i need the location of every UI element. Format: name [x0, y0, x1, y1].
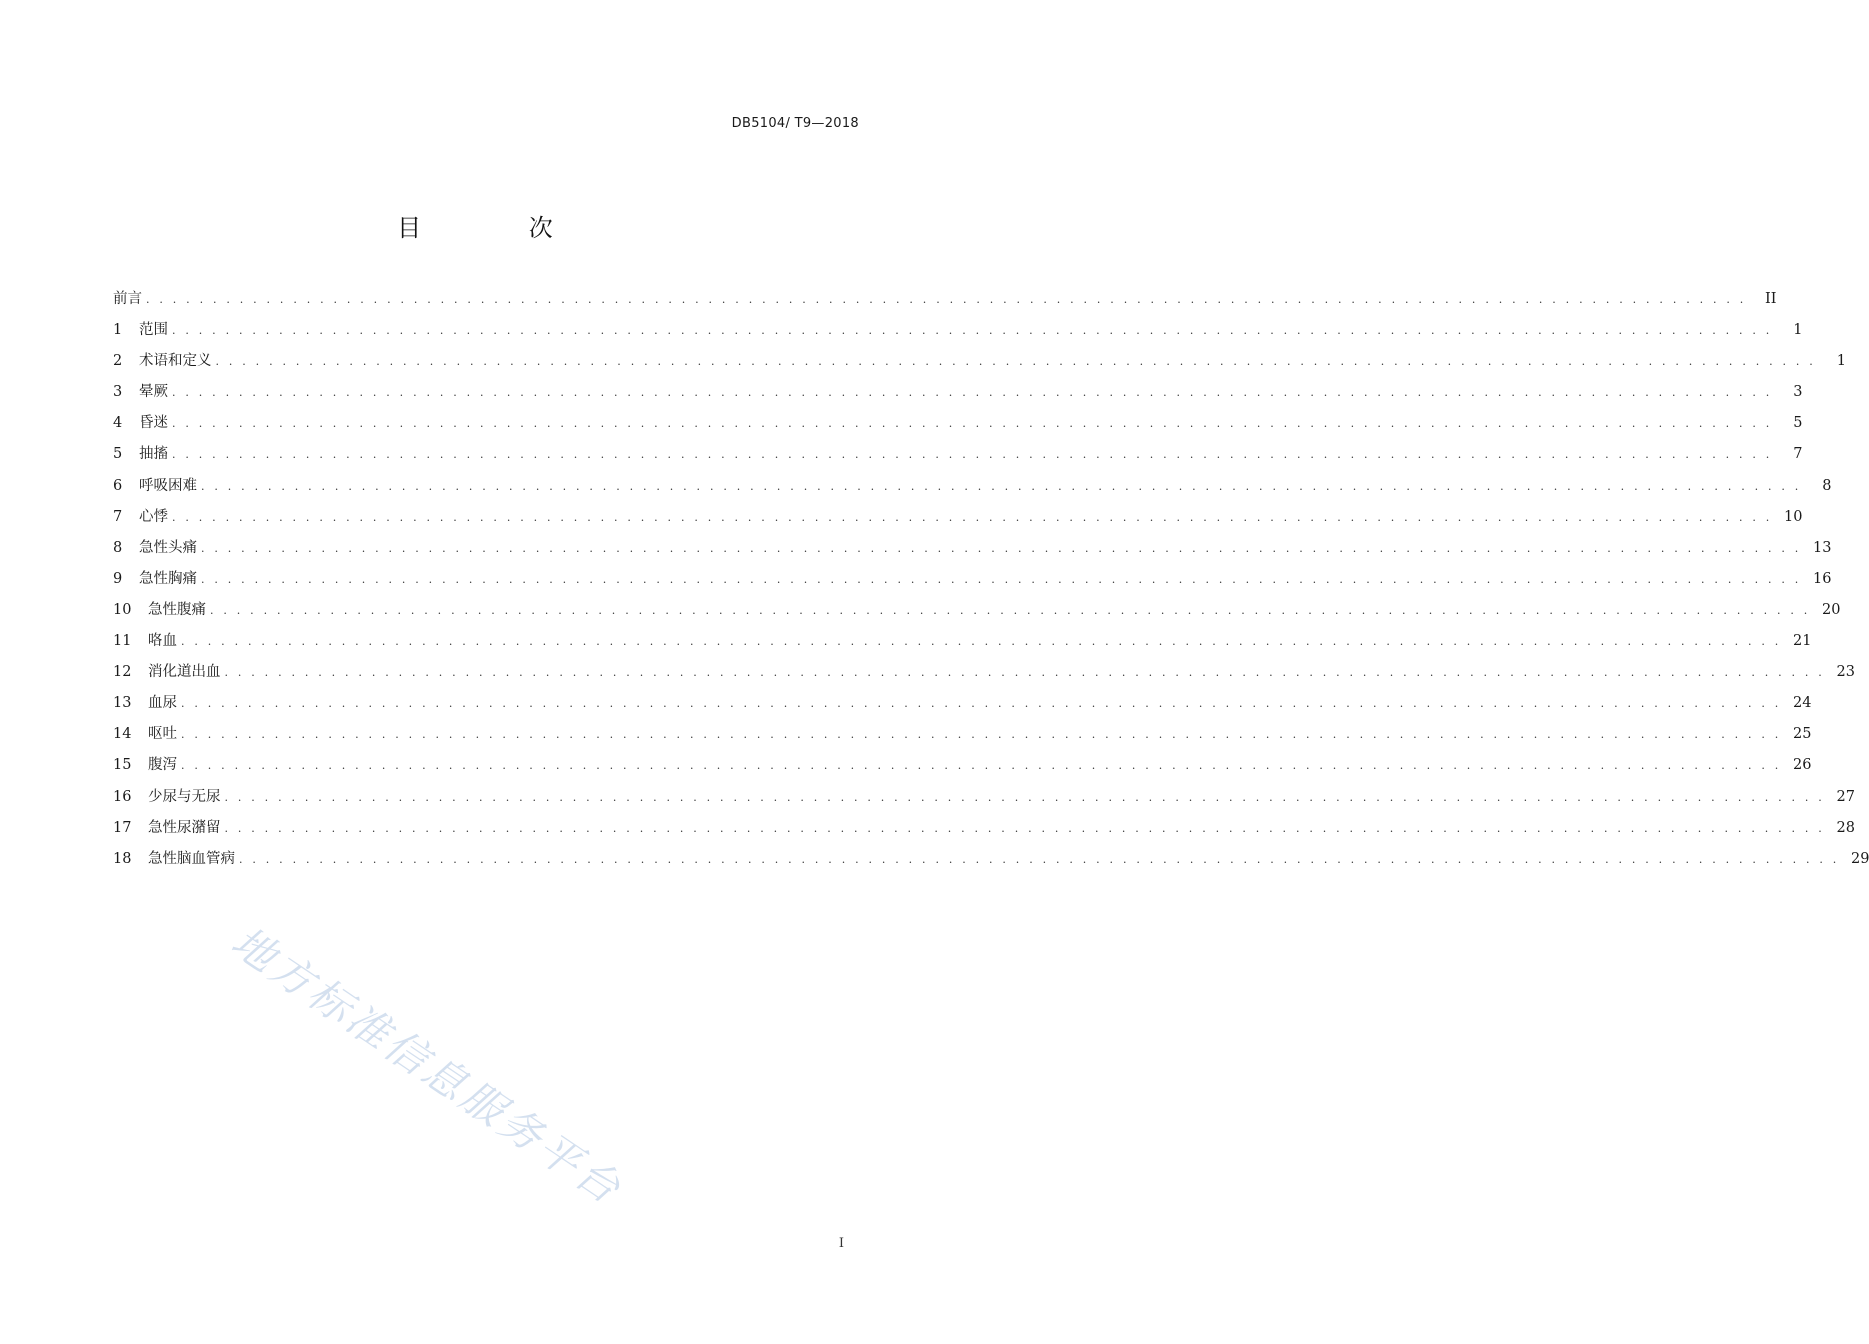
toc-entry-title: 抽搐: [139, 446, 168, 463]
toc-leader-dots: . . . . . . . . . . . . . . . . . . . . . . . . . . . . . . . . . . . . . . . . . . . . . . . . . . . . . . . . . . . . . . . . . . . . . . . . . . . . . . . . . . . . . . . . . . . . . . . . . . . . . . . . . . . . . . . . . . . . . . . .: [210, 603, 1811, 617]
toc-leader-dots: . . . . . . . . . . . . . . . . . . . . . . . . . . . . . . . . . . . . . . . . . . . . . . . . . . . . . . . . . . . . . . . . . . . . . . . . . . . . . . . . . . . . . . . . . . . . . . . . . . . . . . . . . . . . . . . . . . . . . . . .: [172, 417, 1773, 431]
toc-entry-number: 11: [113, 633, 132, 650]
toc-entry-title: 急性腹痛: [148, 601, 206, 618]
toc-entry[interactable]: [113, 785, 1855, 816]
toc-entry-page: 5: [1793, 415, 1803, 432]
toc-entry-title: 急性头痛: [139, 539, 197, 556]
toc-entry-page: 16: [1813, 570, 1832, 587]
toc-entry-page: II: [1765, 291, 1777, 307]
toc-leader-dots: . . . . . . . . . . . . . . . . . . . . . . . . . . . . . . . . . . . . . . . . . . . . . . . . . . . . . . . . . . . . . . . . . . . . . . . . . . . . . . . . . . . . . . . . . . . . . . . . . . . . . . . . . . . . . . . . . . . . . . . .: [172, 386, 1773, 400]
toc-entry-page: 20: [1822, 601, 1841, 618]
toc-entry-number: 18: [113, 850, 132, 867]
toc-entry-page: 28: [1836, 819, 1855, 836]
toc-entry-page: 24: [1793, 695, 1812, 712]
page-title: 目 次: [397, 214, 603, 242]
toc-entry[interactable]: [113, 722, 1812, 753]
toc-entry[interactable]: [113, 442, 1803, 473]
toc-entry[interactable]: [113, 629, 1812, 660]
toc-entry-page: 23: [1836, 664, 1855, 681]
toc-entry-title: 血尿: [148, 695, 177, 712]
toc-entry-title: 急性脑血管病: [148, 850, 235, 867]
toc-entry-title: 腹泻: [148, 757, 177, 774]
table-of-contents: [113, 287, 1869, 878]
toc-entry[interactable]: [113, 567, 1832, 598]
toc-entry-title: 范围: [139, 322, 168, 339]
toc-entry[interactable]: [113, 287, 1777, 318]
toc-entry-title: 心悸: [139, 508, 168, 525]
toc-entry-title: 前言: [113, 291, 142, 307]
toc-entry-number: 5: [113, 446, 123, 463]
toc-leader-dots: . . . . . . . . . . . . . . . . . . . . . . . . . . . . . . . . . . . . . . . . . . . . . . . . . . . . . . . . . . . . . . . . . . . . . . . . . . . . . . . . . . . . . . . . . . . . . . . . . . . . . . . . . . . . . . . . . . . . . . . .: [181, 697, 1782, 711]
toc-entry-number: 3: [113, 384, 123, 401]
toc-entry-page: 25: [1793, 726, 1812, 743]
toc-entry-title: 术语和定义: [139, 353, 212, 370]
toc-entry[interactable]: [113, 598, 1841, 629]
toc-entry-number: 7: [113, 508, 123, 525]
toc-leader-dots: . . . . . . . . . . . . . . . . . . . . . . . . . . . . . . . . . . . . . . . . . . . . . . . . . . . . . . . . . . . . . . . . . . . . . . . . . . . . . . . . . . . . . . . . . . . . . . . . . . . . . . . . . . . . . . . . . . . . . . . .: [201, 572, 1802, 586]
toc-entry-number: 14: [113, 726, 132, 743]
toc-entry-number: 2: [113, 353, 123, 370]
toc-leader-dots: . . . . . . . . . . . . . . . . . . . . . . . . . . . . . . . . . . . . . . . . . . . . . . . . . . . . . . . . . . . . . . . . . . . . . . . . . . . . . . . . . . . . . . . . . . . . . . . . . . . . . . . . . . . . . . . . . . . . . . . .: [215, 355, 1816, 369]
toc-entry[interactable]: [113, 536, 1832, 567]
toc-leader-dots: . . . . . . . . . . . . . . . . . . . . . . . . . . . . . . . . . . . . . . . . . . . . . . . . . . . . . . . . . . . . . . . . . . . . . . . . . . . . . . . . . . . . . . . . . . . . . . . . . . . . . . . . . . . . . . . . . . . . . . . .: [224, 666, 1825, 680]
toc-entry[interactable]: [113, 660, 1855, 691]
toc-entry-number: 17: [113, 819, 132, 836]
toc-leader-dots: . . . . . . . . . . . . . . . . . . . . . . . . . . . . . . . . . . . . . . . . . . . . . . . . . . . . . . . . . . . . . . . . . . . . . . . . . . . . . . . . . . . . . . . . . . . . . . . . . . . . . . . . . . . . . . . . . . . . . . . .: [224, 821, 1825, 835]
toc-entry-number: 1: [113, 322, 123, 339]
toc-entry-number: 9: [113, 570, 123, 587]
toc-entry-number: 8: [113, 539, 123, 556]
toc-leader-dots: . . . . . . . . . . . . . . . . . . . . . . . . . . . . . . . . . . . . . . . . . . . . . . . . . . . . . . . . . . . . . . . . . . . . . . . . . . . . . . . . . . . . . . . . . . . . . . . . . . . . . . . . . . . . . . . . . . . . . . . .: [172, 448, 1773, 462]
toc-entry[interactable]: [113, 411, 1803, 442]
toc-entry-number: 13: [113, 695, 132, 712]
toc-entry[interactable]: [113, 380, 1803, 411]
toc-leader-dots: . . . . . . . . . . . . . . . . . . . . . . . . . . . . . . . . . . . . . . . . . . . . . . . . . . . . . . . . . . . . . . . . . . . . . . . . . . . . . . . . . . . . . . . . . . . . . . . . . . . . . . . . . . . . . . . . . . . . . . . .: [181, 728, 1782, 742]
toc-leader-dots: . . . . . . . . . . . . . . . . . . . . . . . . . . . . . . . . . . . . . . . . . . . . . . . . . . . . . . . . . . . . . . . . . . . . . . . . . . . . . . . . . . . . . . . . . . . . . . . . . . . . . . . . . . . . . . . . . . . . . . . .: [201, 479, 1802, 493]
toc-leader-dots: . . . . . . . . . . . . . . . . . . . . . . . . . . . . . . . . . . . . . . . . . . . . . . . . . . . . . . . . . . . . . . . . . . . . . . . . . . . . . . . . . . . . . . . . . . . . . . . . . . . . . . . . . . . . . . . . . . . . . . . .: [239, 852, 1840, 866]
toc-entry-page: 7: [1793, 446, 1803, 463]
toc-entry-number: 12: [113, 664, 132, 681]
page-number: I: [838, 1236, 844, 1251]
toc-entry-page: 1: [1793, 322, 1803, 339]
toc-entry[interactable]: [113, 691, 1812, 722]
toc-leader-dots: . . . . . . . . . . . . . . . . . . . . . . . . . . . . . . . . . . . . . . . . . . . . . . . . . . . . . . . . . . . . . . . . . . . . . . . . . . . . . . . . . . . . . . . . . . . . . . . . . . . . . . . . . . . . . . . . . . . . . . . .: [181, 635, 1782, 649]
toc-leader-dots: . . . . . . . . . . . . . . . . . . . . . . . . . . . . . . . . . . . . . . . . . . . . . . . . . . . . . . . . . . . . . . . . . . . . . . . . . . . . . . . . . . . . . . . . . . . . . . . . . . . . . . . . . . . . . . . . . . . . . . . .: [181, 759, 1782, 773]
toc-entry-title: 急性尿潴留: [148, 819, 221, 836]
toc-entry-title: 急性胸痛: [139, 570, 197, 587]
toc-entry-page: 26: [1793, 757, 1812, 774]
toc-entry-title: 消化道出血: [148, 664, 221, 681]
toc-entry-page: 8: [1822, 477, 1832, 494]
toc-entry-page: 21: [1793, 633, 1812, 650]
toc-entry[interactable]: [113, 816, 1855, 847]
watermark: 地方标准信息服务平台: [222, 916, 632, 1215]
toc-entry-number: 16: [113, 788, 132, 805]
toc-entry[interactable]: [113, 505, 1803, 536]
toc-entry[interactable]: [113, 753, 1812, 784]
document-code: DB5104/ T9—2018: [731, 116, 859, 131]
toc-leader-dots: . . . . . . . . . . . . . . . . . . . . . . . . . . . . . . . . . . . . . . . . . . . . . . . . . . . . . . . . . . . . . . . . . . . . . . . . . . . . . . . . . . . . . . . . . . . . . . . . . . . . . . . . . . . . . . . . . . . . . . . .: [201, 541, 1802, 555]
toc-entry[interactable]: [113, 847, 1869, 878]
toc-leader-dots: . . . . . . . . . . . . . . . . . . . . . . . . . . . . . . . . . . . . . . . . . . . . . . . . . . . . . . . . . . . . . . . . . . . . . . . . . . . . . . . . . . . . . . . . . . . . . . . . . . . . . . . . . . . . . . . . . . . . . . . .: [172, 510, 1773, 524]
toc-entry[interactable]: [113, 349, 1846, 380]
toc-entry-page: 29: [1851, 850, 1869, 867]
toc-entry-title: 晕厥: [139, 384, 168, 401]
toc-leader-dots: . . . . . . . . . . . . . . . . . . . . . . . . . . . . . . . . . . . . . . . . . . . . . . . . . . . . . . . . . . . . . . . . . . . . . . . . . . . . . . . . . . . . . . . . . . . . . . . . . . . . . . . . . . . . . . . . . . . . . . . .: [224, 790, 1825, 804]
toc-entry-number: 10: [113, 601, 132, 618]
toc-entry[interactable]: [113, 474, 1832, 505]
toc-entry-title: 呼吸困难: [139, 477, 197, 494]
toc-leader-dots: . . . . . . . . . . . . . . . . . . . . . . . . . . . . . . . . . . . . . . . . . . . . . . . . . . . . . . . . . . . . . . . . . . . . . . . . . . . . . . . . . . . . . . . . . . . . . . . . . . . . . . . . . . . . . . . . . . . . . . . .: [146, 293, 1747, 306]
toc-entry-number: 6: [113, 477, 123, 494]
toc-leader-dots: . . . . . . . . . . . . . . . . . . . . . . . . . . . . . . . . . . . . . . . . . . . . . . . . . . . . . . . . . . . . . . . . . . . . . . . . . . . . . . . . . . . . . . . . . . . . . . . . . . . . . . . . . . . . . . . . . . . . . . . .: [172, 324, 1773, 338]
toc-entry-title: 呕吐: [148, 726, 177, 743]
toc-entry-page: 1: [1836, 353, 1846, 370]
toc-entry-page: 3: [1793, 384, 1803, 401]
toc-entry-title: 少尿与无尿: [148, 788, 221, 805]
toc-entry-page: 13: [1813, 539, 1832, 556]
toc-entry-number: 15: [113, 757, 132, 774]
toc-entry-page: 27: [1836, 788, 1855, 805]
toc-entry-page: 10: [1784, 508, 1803, 525]
toc-entry[interactable]: [113, 318, 1803, 349]
toc-entry-number: 4: [113, 415, 123, 432]
toc-entry-title: 昏迷: [139, 415, 168, 432]
toc-entry-title: 咯血: [148, 633, 177, 650]
